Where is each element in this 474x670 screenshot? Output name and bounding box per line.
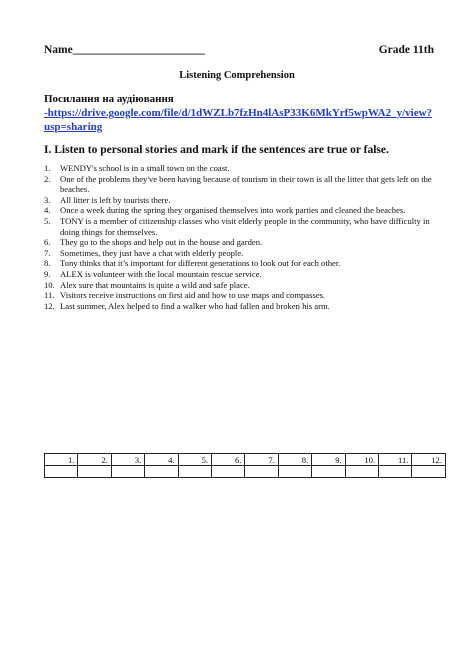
- audio-link-line-1: -https://drive.google.com/file/d/1dWZLb7fzHn4lAsP33K6MkYrf5wpWA2_y/view?: [44, 107, 433, 119]
- answer-number-cell: 11.: [379, 454, 412, 466]
- statement-text: All litter is left by tourists there.: [60, 194, 171, 205]
- statement-item: [44, 301, 438, 312]
- answer-cell[interactable]: [145, 466, 178, 478]
- answer-number-cell: 5.: [178, 454, 211, 466]
- statement-item: [44, 269, 438, 280]
- statement-text: ALEX is volunteer with the local mountain rescue service.: [60, 268, 262, 279]
- statement-text: They go to the shops and help out in the house and garden.: [60, 237, 263, 248]
- statement-item: [44, 290, 438, 301]
- statement-text: Last summer, Alex helped to find a walker who had fallen and broken his arm.: [60, 300, 330, 311]
- statement-item: [44, 216, 438, 237]
- answer-number-cell: 9.: [312, 454, 345, 466]
- statement-number: 12.: [44, 300, 55, 311]
- statement-text: Sometimes, they just have a chat with elderly people.: [60, 247, 244, 258]
- answer-number-cell: 3.: [111, 454, 144, 466]
- statements-list: [44, 163, 438, 311]
- statement-text: Alex sure that mountains is quite a wild and safe place.: [60, 279, 250, 290]
- answer-cell[interactable]: [379, 466, 412, 478]
- statement-item: [44, 237, 438, 248]
- audio-link-line-2: usp=sharing: [44, 121, 103, 133]
- statement-number: 1.: [44, 163, 51, 173]
- answer-cell[interactable]: [78, 466, 111, 478]
- answer-number-cell: 1.: [45, 454, 78, 466]
- answer-cell[interactable]: [412, 466, 446, 478]
- statement-item: [44, 174, 438, 195]
- answer-number-cell: 2.: [78, 454, 111, 466]
- answer-number-cell: 12.: [412, 454, 446, 466]
- statement-number: 11.: [44, 290, 55, 301]
- answer-table-number-row: [45, 454, 446, 466]
- answer-number-cell: 4.: [145, 454, 178, 466]
- statement-number: 3.: [44, 194, 51, 205]
- name-field-label: Name_______________________: [44, 44, 205, 56]
- answer-number-cell: 6.: [212, 454, 245, 466]
- statement-text: One of the problems they've been having because of tourism in their town is all the litter that gets left on the beaches.: [60, 173, 432, 195]
- answer-cell[interactable]: [245, 466, 278, 478]
- statement-item: [44, 258, 438, 269]
- audio-label: Посилання на аудіювання: [44, 93, 174, 105]
- answer-cell[interactable]: [212, 466, 245, 478]
- answer-cell[interactable]: [278, 466, 311, 478]
- statement-number: 6.: [44, 237, 51, 248]
- statement-item: [44, 195, 438, 206]
- task-heading: I. Listen to personal stories and mark if the sentences are true or false.: [44, 144, 389, 156]
- answer-cell[interactable]: [178, 466, 211, 478]
- answer-table-answer-row: [45, 466, 446, 478]
- statement-text: Visitors receive instructions on first aid and how to use maps and compasses.: [60, 290, 326, 301]
- answer-number-cell: 7.: [245, 454, 278, 466]
- answer-cell[interactable]: [111, 466, 144, 478]
- statement-number: 2.: [44, 173, 51, 184]
- statement-number: 10.: [44, 279, 55, 290]
- statement-item: [44, 205, 438, 216]
- statement-text: WENDY's school is in a small town on the coast.: [60, 163, 230, 173]
- audio-link[interactable]: [44, 107, 432, 133]
- statement-number: 7.: [44, 247, 51, 258]
- worksheet-title: Listening Comprehension: [179, 70, 295, 81]
- statement-text: Once a week during the spring they organised themselves into work parties and cleaned the beaches.: [60, 205, 406, 216]
- answer-cell[interactable]: [45, 466, 78, 478]
- statement-item: [44, 280, 438, 291]
- statement-number: 8.: [44, 258, 51, 269]
- statement-text: TONY is a member of citizenship classes who visit elderly people in the community, who have difficulty in doing things for themselves.: [60, 215, 430, 237]
- statement-item: [44, 248, 438, 259]
- statement-number: 4.: [44, 205, 51, 216]
- answer-number-cell: 10.: [345, 454, 378, 466]
- answer-table: [44, 453, 446, 478]
- statement-number: 9.: [44, 268, 51, 279]
- answer-number-cell: 8.: [278, 454, 311, 466]
- answer-cell[interactable]: [312, 466, 345, 478]
- statement-item: [44, 163, 438, 174]
- answer-cell[interactable]: [345, 466, 378, 478]
- statement-text: Tony thinks that it’s important for different generations to look out for each other.: [60, 258, 341, 269]
- statement-number: 5.: [44, 215, 51, 226]
- audio-link-block: [44, 92, 444, 134]
- grade-label: Grade 11th: [378, 44, 434, 56]
